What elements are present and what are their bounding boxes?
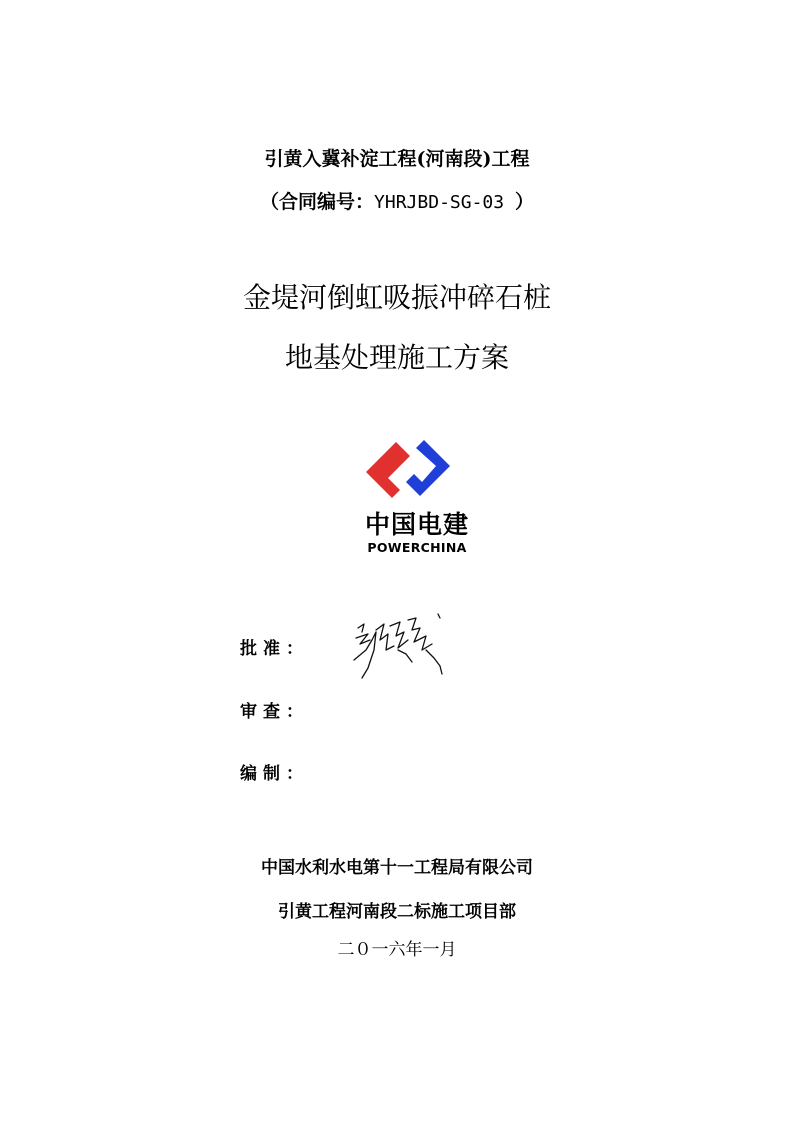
company-name: 中国水利水电第十一工程局有限公司 xyxy=(261,858,533,878)
project-title: 引黄入冀补淀工程(河南段)工程 xyxy=(264,148,530,170)
review-colon: ： xyxy=(286,702,303,722)
approve-row xyxy=(240,637,303,661)
document-date: 二０一六年一月 xyxy=(337,940,457,960)
approve-colon: ： xyxy=(286,639,303,659)
contract-suffix: ） xyxy=(514,191,534,213)
contract-number xyxy=(0,189,794,215)
powerchina-logo-icon xyxy=(352,438,482,508)
department-name: 引黄工程河南段二标施工项目部 xyxy=(278,902,516,922)
compile-row xyxy=(240,762,303,786)
review-label: 审查 xyxy=(240,702,286,722)
contract-code: YHRJBD-SG-03 xyxy=(374,192,515,213)
compile-label: 编制 xyxy=(240,764,286,784)
review-row xyxy=(240,700,303,724)
logo-name-en: POWERCHINA xyxy=(367,540,467,555)
compile-colon: ： xyxy=(286,764,303,784)
contract-prefix: （合同编号： xyxy=(260,191,375,213)
approve-label: 批准 xyxy=(240,639,286,659)
document-title-line-2: 地基处理施工方案 xyxy=(284,341,509,374)
powerchina-logo xyxy=(352,438,482,560)
handwritten-signature xyxy=(350,610,446,682)
document-title-line-1: 金堤河倒虹吸振冲碎石桩 xyxy=(242,281,551,314)
logo-name-cn: 中国电建 xyxy=(364,510,469,539)
